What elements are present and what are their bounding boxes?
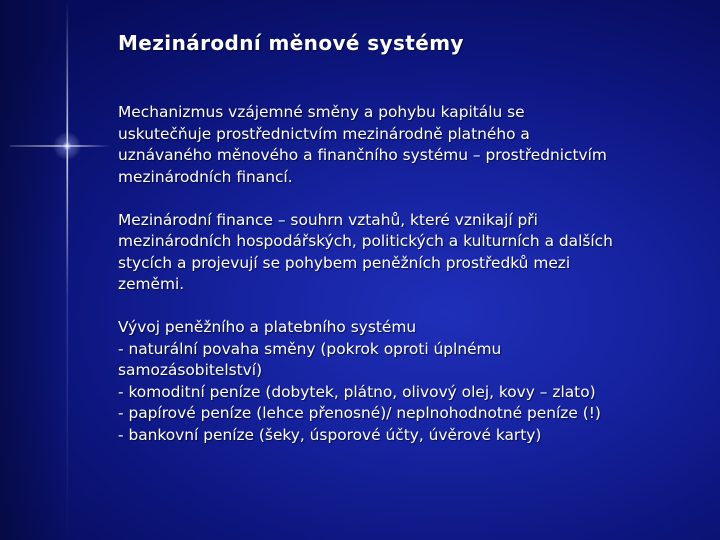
list-item: - naturální povaha směny (pokrok oproti úplnému xyxy=(118,339,502,358)
text-line: uznávaného měnového a finančního systému – prostřednictvím xyxy=(118,146,607,164)
list-item: - papírové peníze (lehce přenosné)/ neplnohodnotné peníze (!) xyxy=(118,404,601,422)
text-line: zeměmi. xyxy=(118,275,185,293)
paragraph-finance-definition xyxy=(118,210,708,296)
list-item: - bankovní peníze (šeky, úsporové účty, úvěrové karty) xyxy=(118,425,542,444)
text-line: Vývoj peněžního a platebního systému xyxy=(118,318,417,336)
paragraph-money-development xyxy=(118,317,708,446)
text-line: Mechanizmus vzájemné směny a pohybu kapitálu se xyxy=(118,103,525,121)
list-item: - komoditní peníze (dobytek, plátno, olivový olej, kovy – zlato) xyxy=(118,382,596,401)
text-line: Mezinárodní finance – souhrn vztahů, které vznikají při xyxy=(118,210,538,229)
text-line: uskutečňuje prostřednictvím mezinárodně platného a xyxy=(118,124,530,143)
text-line: mezinárodních financí. xyxy=(118,167,293,186)
text-line: mezinárodních hospodářských, politických a kulturních a dalších xyxy=(118,232,613,250)
flare-vertical-line xyxy=(67,0,69,540)
slide-body xyxy=(118,102,708,446)
text-line: stycích a projevují se pohybem peněžních prostředků mezi xyxy=(118,253,571,272)
list-item-continuation: samozásobitelství) xyxy=(118,361,263,379)
paragraph-intro xyxy=(118,102,708,188)
slide-title: Mezinárodní měnové systémy xyxy=(118,31,464,55)
flare-glow xyxy=(53,132,81,160)
